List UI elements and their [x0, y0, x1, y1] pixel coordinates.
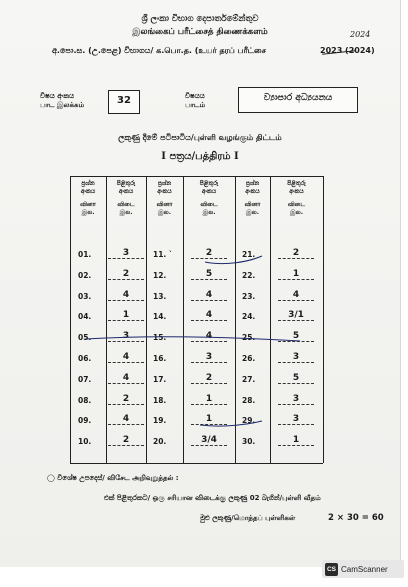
marking-scheme-title: ලකුණු දීමේ පටිපාටිය/புள்ளி வழங்கும் திட்டம்: [118, 133, 282, 142]
answer-value: 3: [278, 394, 314, 405]
question-number-header-3: ප්‍රශ්න අංකය வினா இல.: [244, 180, 261, 216]
question-number: 15.: [153, 333, 167, 343]
answer-value: 4: [108, 352, 144, 363]
answer-value: 2: [191, 248, 227, 259]
question-number-header-2: ප්‍රශ්න අංකය வினா இல.: [156, 180, 173, 216]
answer-value: 4: [191, 331, 227, 342]
answer-value: 2: [108, 269, 144, 280]
answer-value: 5: [278, 331, 314, 342]
question-number: 06.: [78, 354, 92, 363]
question-number: 18.: [153, 395, 167, 405]
question-number: 22.: [242, 270, 256, 280]
answer-value: 4: [108, 414, 144, 425]
question-number: 09.: [78, 416, 92, 426]
question-number: 21.: [242, 250, 256, 259]
subject-name-box: [238, 87, 358, 113]
question-number: 07.: [78, 374, 92, 384]
question-number: 19.: [153, 416, 167, 426]
question-number: 08.: [78, 395, 92, 405]
question-number: 01.: [78, 250, 92, 259]
question-number: 14.: [153, 312, 167, 322]
question-number: 11. `: [153, 250, 173, 259]
question-number: 17.: [153, 374, 167, 384]
question-number: 25.: [242, 333, 256, 343]
answer-number-header-1: පිළිතුරු අංකය விடை இல.: [116, 180, 136, 216]
department-name-sinhala: ශ්‍රී ලංකා විභාග දෙපාර්තමේන්තුව: [141, 14, 259, 24]
answer-value: 2: [278, 248, 314, 259]
camscanner-logo: CS: [325, 563, 338, 576]
answer-value: 3: [278, 414, 314, 425]
answer-value: 5: [278, 373, 314, 384]
total-marks-value: 2 × 30 = 60: [328, 513, 384, 523]
answer-value: 2: [108, 435, 144, 446]
question-number: 12.: [153, 270, 167, 280]
special-instructions: ◯ විශේෂ උපදෙස්/ விசேட அறிவுறுத்தல் :: [47, 474, 179, 482]
marks-per-answer: එක් පිළිතුරකට/ ஒரு சரியான விடைக்கு ලකුණු 02 බැගින්/புள்ளி வீதம்: [104, 494, 321, 502]
answer-value: 4: [278, 290, 314, 301]
question-number: 13.: [153, 291, 167, 301]
answer-value: 3: [108, 331, 144, 342]
answer-value: 3: [278, 352, 314, 363]
answer-value: 2: [191, 373, 227, 384]
answer-value: 3/4: [191, 435, 227, 446]
question-number: 26.: [242, 354, 256, 363]
answer-value: 3: [191, 352, 227, 363]
answer-value: 3: [108, 248, 144, 259]
answer-value: 1: [191, 414, 227, 425]
question-number: 30.: [242, 437, 256, 447]
answer-value: 1: [278, 435, 314, 446]
paper-number: I පත්‍රය/பத்திரம் I: [161, 151, 239, 162]
answer-value: 4: [191, 290, 227, 301]
answer-value: 5: [191, 269, 227, 280]
camscanner-watermark: [322, 560, 404, 578]
question-number: 16.: [153, 354, 167, 363]
camscanner-name: CamScanner: [341, 564, 388, 574]
answer-value: 4: [108, 373, 144, 384]
question-number-header-1: ප්‍රශ්න අංකය வினா இல.: [80, 180, 96, 216]
question-number: 10.: [78, 437, 92, 447]
department-name-tamil: இலங்கைப் பரீட்சைத் திணைக்களம்: [132, 27, 268, 37]
question-number: 04.: [78, 312, 92, 322]
total-marks-label: මුළු ලකුණු/மொத்தப் புள்ளிகள்: [200, 514, 296, 522]
answer-value: 1: [191, 394, 227, 405]
answer-number-header-3: පිළිතුරු අංකය விடை இல.: [287, 180, 306, 216]
subject-code-box: [108, 90, 140, 114]
subject-name: ව්‍යාපාර අධ්‍යයනය: [263, 93, 333, 103]
answer-value: 4: [108, 290, 144, 301]
question-number: 02.: [78, 270, 92, 280]
question-number: 20.: [153, 437, 167, 447]
question-number: 03.: [78, 291, 92, 301]
exam-year: 2023 (2024): [320, 46, 375, 55]
answer-value: 1: [108, 310, 144, 321]
question-number: 28.: [242, 395, 256, 405]
answer-value: 3/1: [278, 310, 314, 321]
answer-value: 1: [278, 269, 314, 280]
question-number: 23.: [242, 291, 256, 301]
subject-code: 32: [117, 95, 131, 106]
question-number: 29.: [242, 416, 256, 426]
answer-value: 4: [191, 310, 227, 321]
answer-value: 2: [108, 394, 144, 405]
answer-number-header-2: පිළිතුරු අංකය விடை இல.: [199, 180, 219, 216]
handwritten-year: 2024: [350, 30, 371, 39]
subject-name-label: විෂයය பாடம்: [185, 92, 206, 109]
subject-code-label: විෂය අංකය பாட இலக்கம்: [40, 92, 85, 109]
question-number: 05.: [78, 333, 92, 343]
question-number: 24.: [242, 312, 256, 322]
question-number: 27.: [242, 374, 256, 384]
answer-table: [70, 176, 323, 463]
exam-title: අ.පො.ස. (උ.පෙළ) විභාගය/ க.பொ.த. (உயர் தரப் பரீட்சை: [52, 46, 267, 55]
